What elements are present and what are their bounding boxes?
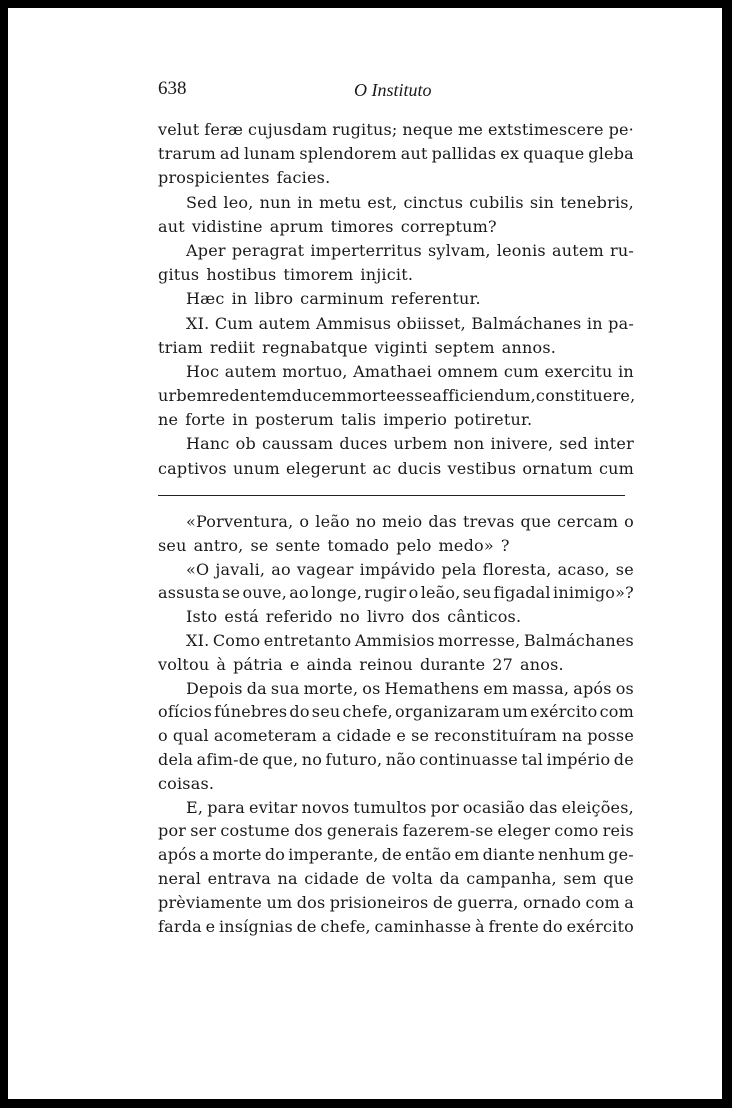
latin-text-line: velut feræ cujusdam rugitus; neque me extstimescere pe· — [158, 120, 634, 139]
latin-text-line: urbem redentem ducem morte esse afficiendum, constituere, — [158, 386, 636, 406]
latin-text-line: Hoc autem mortuo, Amathaei omnem cum exercitu in — [186, 361, 634, 381]
portuguese-text-line: ofícios fúnebres do seu chefe, organizaram um exército com — [158, 702, 634, 722]
latin-text-line: Hæc in libro carminum referentur. — [186, 289, 481, 309]
portuguese-text-line: assusta se ouve, ao longe, rugir o leão, seu figadal inimigo»? — [158, 583, 634, 603]
latin-text-line: ne forte in posterum talis imperio potiretur. — [158, 410, 533, 430]
latin-text-line: Hanc ob caussam duces urbem non inivere, sed inter — [186, 434, 634, 454]
latin-text-line: trarum ad lunam splendorem aut pallidas ex quaque gleba — [158, 144, 634, 164]
latin-text-line: captivos unum elegerunt ac ducis vestibus ornatum cum — [158, 458, 634, 478]
portuguese-text-line: o qual acometeram a cidade e se reconstituíram na posse — [158, 726, 634, 746]
page-header — [158, 78, 634, 108]
portuguese-text-line: «Porventura, o leão no meio das trevas que cercam o — [186, 512, 634, 531]
latin-text-line: aut vidistine aprum timores correptum? — [158, 216, 497, 236]
portuguese-text-line: dela afim-de que, no futuro, não continuasse tal império de — [158, 749, 634, 769]
latin-text-line: triam rediit regnabatque viginti septem annos. — [158, 337, 557, 357]
latin-text-line: Sed leo, nun in metu est, cinctus cubilis sin tenebris, — [186, 192, 634, 212]
latin-text-line: Aper peragrat imperterritus sylvam, leonis autem ru- — [186, 240, 634, 260]
portuguese-text-line: farda e insígnias de chefe, caminhasse à frente do exército — [158, 916, 634, 936]
portuguese-translation-block — [158, 510, 634, 938]
latin-text-line: XI. Cum autem Ammisus obiisset, Balmáchanes in pa- — [186, 313, 634, 333]
latin-text-block — [158, 118, 634, 481]
portuguese-text-line: Isto está referido no livro dos cânticos. — [186, 607, 522, 627]
portuguese-text-line: Depois da sua morte, os Hemathens em massa, após os — [186, 678, 634, 698]
running-title: O Instituto — [354, 80, 432, 100]
latin-text-line: prospicientes facies. — [158, 168, 331, 188]
portuguese-text-line: prèviamente um dos prisioneiros de guerra, ornado com a — [158, 892, 634, 912]
latin-text-line: gitus hostibus timorem injicit. — [158, 265, 414, 285]
page-number: 638 — [158, 78, 187, 99]
portuguese-text-line: neral entrava na cidade de volta da campanha, sem que — [158, 868, 634, 888]
portuguese-text-line: E, para evitar novos tumultos por ocasião das eleições, — [186, 797, 634, 817]
portuguese-text-line: seu antro, se sente tomado pelo medo» ? — [158, 535, 510, 555]
portuguese-text-line: «O javali, ao vagear impávido pela floresta, acaso, se — [186, 559, 634, 579]
portuguese-text-line: coisas. — [158, 773, 215, 793]
section-divider — [158, 495, 625, 496]
portuguese-text-line: XI. Como entretanto Ammisios morresse, Balmáchanes — [186, 630, 634, 650]
book-page — [8, 8, 722, 1099]
portuguese-text-line: voltou à pátria e ainda reinou durante 27 anos. — [158, 654, 564, 674]
portuguese-text-line: por ser costume dos generais fazerem-se eleger como reis — [158, 821, 634, 841]
portuguese-text-line: após a morte do imperante, de então em diante nenhum ge- — [158, 845, 634, 865]
